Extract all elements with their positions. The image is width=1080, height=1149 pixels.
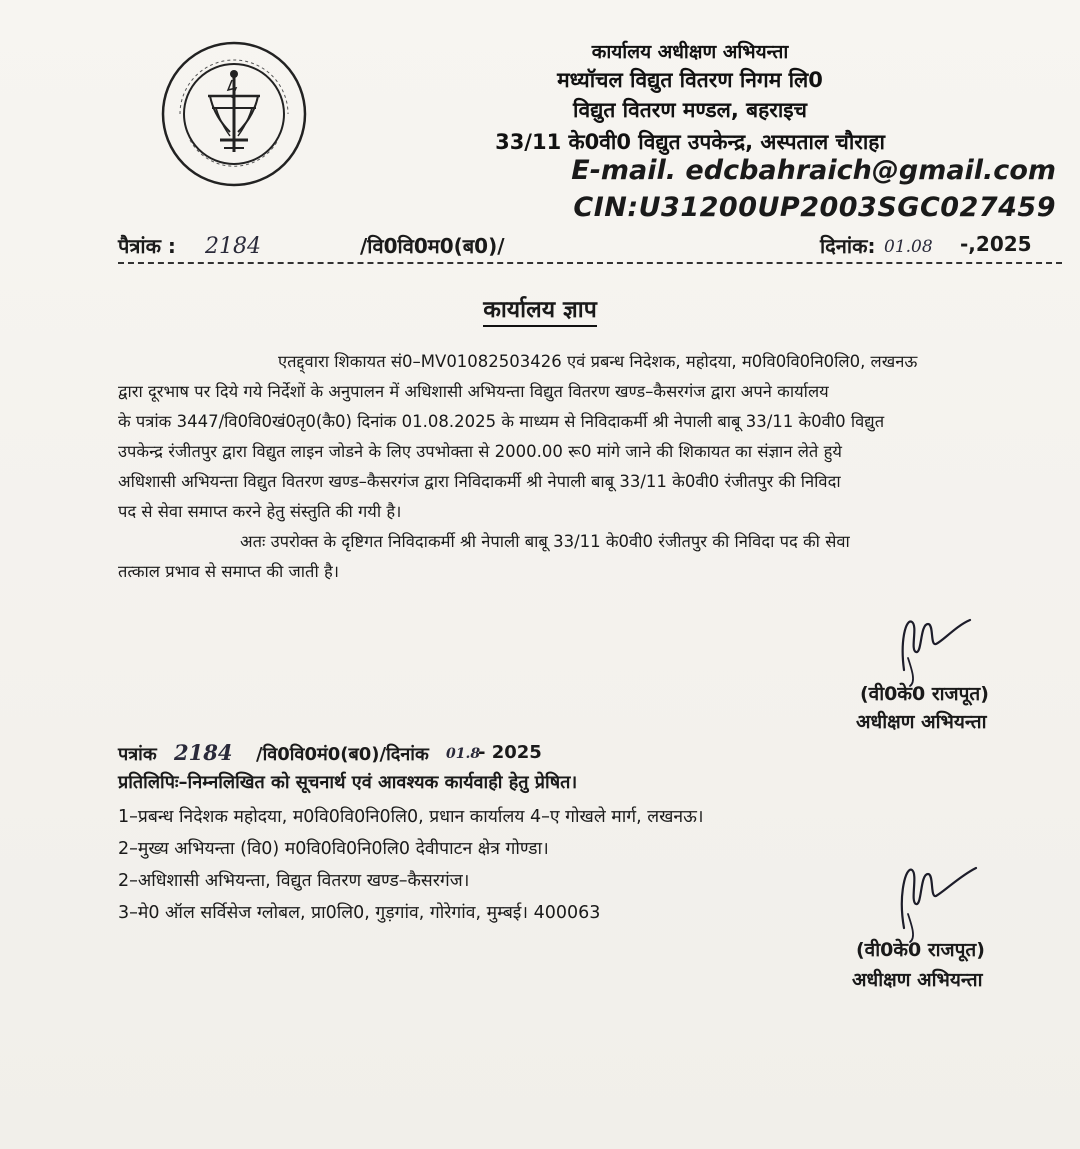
signatory-name-2: (वी0के0 राजपूत): [856, 939, 985, 961]
copy-heading: प्रतिलिपिः–निम्नलिखित को सूचनार्थ एवं आवश्यक कार्यवाही हेतु प्रेषित।: [118, 772, 578, 793]
copy-item-2: 2–मुख्य अभियन्ता (वि0) म0वि0वि0नि0लि0 देवीपाटन क्षेत्र गोण्डा।: [118, 839, 549, 859]
body-line-3: के पत्रांक 3447/वि0वि0खं0तृ0(कै0) दिनांक 01.08.2025 के माध्यम से निविदाकर्मी श्री नेपाली बाबू 33/11 के0वी0 विद्युत: [118, 412, 885, 431]
copy-item-4: 3–मे0 ऑल सर्विसेज ग्लोबल, प्रा0लि0, गुड़गांव, गोरेगांव, मुम्बई। 400063: [118, 903, 601, 923]
copy-item-1: 1–प्रबन्ध निदेशक महोदया, म0वि0वि0नि0लि0, प्रधान कार्यालय 4–ए गोखले मार्ग, लखनऊ।: [118, 807, 704, 827]
substation-name: 33/11 के0वी0 विद्युत उपकेन्द्र, अस्पताल चौराहा: [495, 130, 885, 154]
date-handwritten: 01.08: [884, 237, 933, 257]
copy-ref-number: 2184: [174, 740, 233, 765]
copy-item-3: 2–अधिशासी अभियन्ता, विद्युत वितरण खण्ड–कैसरगंज।: [118, 871, 470, 891]
body-line-1: एतद्द्वारा शिकायत सं0–MV01082503426 एवं प्रबन्ध निदेशक, महोदया, म0वि0वि0नि0लि0, लखनऊ: [278, 352, 918, 371]
body-line-8: तत्काल प्रभाव से समाप्त की जाती है।: [118, 562, 339, 581]
date-label: दिनांक:: [820, 234, 876, 258]
reference-label: पैत्रांक :: [118, 234, 176, 258]
body-line-2: द्वारा दूरभाष पर दिये गये निर्देशों के अनुपालन में अधिशासी अभियन्ता विद्युत वितरण खण्ड–कैसरगंज द्वारा अपने कार्यालय: [118, 382, 829, 401]
copy-ref-date: 01.8: [446, 746, 481, 762]
body-line-6: पद से सेवा समाप्त करने हेतु संस्तुति की गयी है।: [118, 502, 402, 521]
signature-scrawl-2-icon: [888, 850, 988, 946]
body-line-5: अधिशासी अभियन्ता विद्युत वितरण खण्ड–कैसरगंज द्वारा निविदाकर्मी श्री नेपाली बाबू 33/11 के0वी0 रंजीतपुर की निविदा: [118, 472, 841, 491]
signatory-designation-2: अधीक्षण अभियन्ता: [852, 969, 983, 991]
copy-ref-label: पत्रांक: [118, 744, 157, 765]
signatory-name-1: (वी0के0 राजपूत): [860, 683, 989, 705]
email-address: E-mail. edcbahraich@gmail.com: [571, 155, 1056, 186]
body-line-7: अतः उपरोक्त के दृष्टिगत निविदाकर्मी श्री नेपाली बाबू 33/11 के0वी0 रंजीतपुर की निविदा पद की सेवा: [240, 532, 850, 551]
reference-number: 2184: [205, 234, 261, 259]
company-seal-icon: [160, 40, 308, 188]
copy-ref-suffix: /वि0वि0मं0(ब0)/दिनांक: [256, 744, 429, 765]
reference-suffix: /वि0वि0म0(ब0)/: [360, 234, 505, 258]
memo-title: कार्यालय ज्ञाप: [0, 292, 1080, 324]
cin-number: CIN:U31200UP2003SGC027459: [573, 192, 1056, 223]
signatory-designation-1: अधीक्षण अभियन्ता: [856, 711, 987, 733]
signature-scrawl-1-icon: [890, 600, 980, 690]
header-divider: [118, 262, 1062, 264]
date-year: -,2025: [960, 232, 1032, 256]
office-name: कार्यालय अधीक्षण अभियन्ता: [591, 41, 789, 63]
circle-name: विद्युत वितरण मण्डल, बहराइच: [573, 98, 807, 122]
copy-ref-year: - 2025: [478, 742, 542, 763]
body-line-4: उपकेन्द्र रंजीतपुर द्वारा विद्युत लाइन जोडने के लिए उपभोक्ता से 2000.00 रू0 मांगे जाने की शिकायत का संज्ञान लेते हुये: [118, 442, 842, 461]
company-name: मध्यॉचल विद्युत वितरण निगम लि0: [557, 68, 823, 92]
